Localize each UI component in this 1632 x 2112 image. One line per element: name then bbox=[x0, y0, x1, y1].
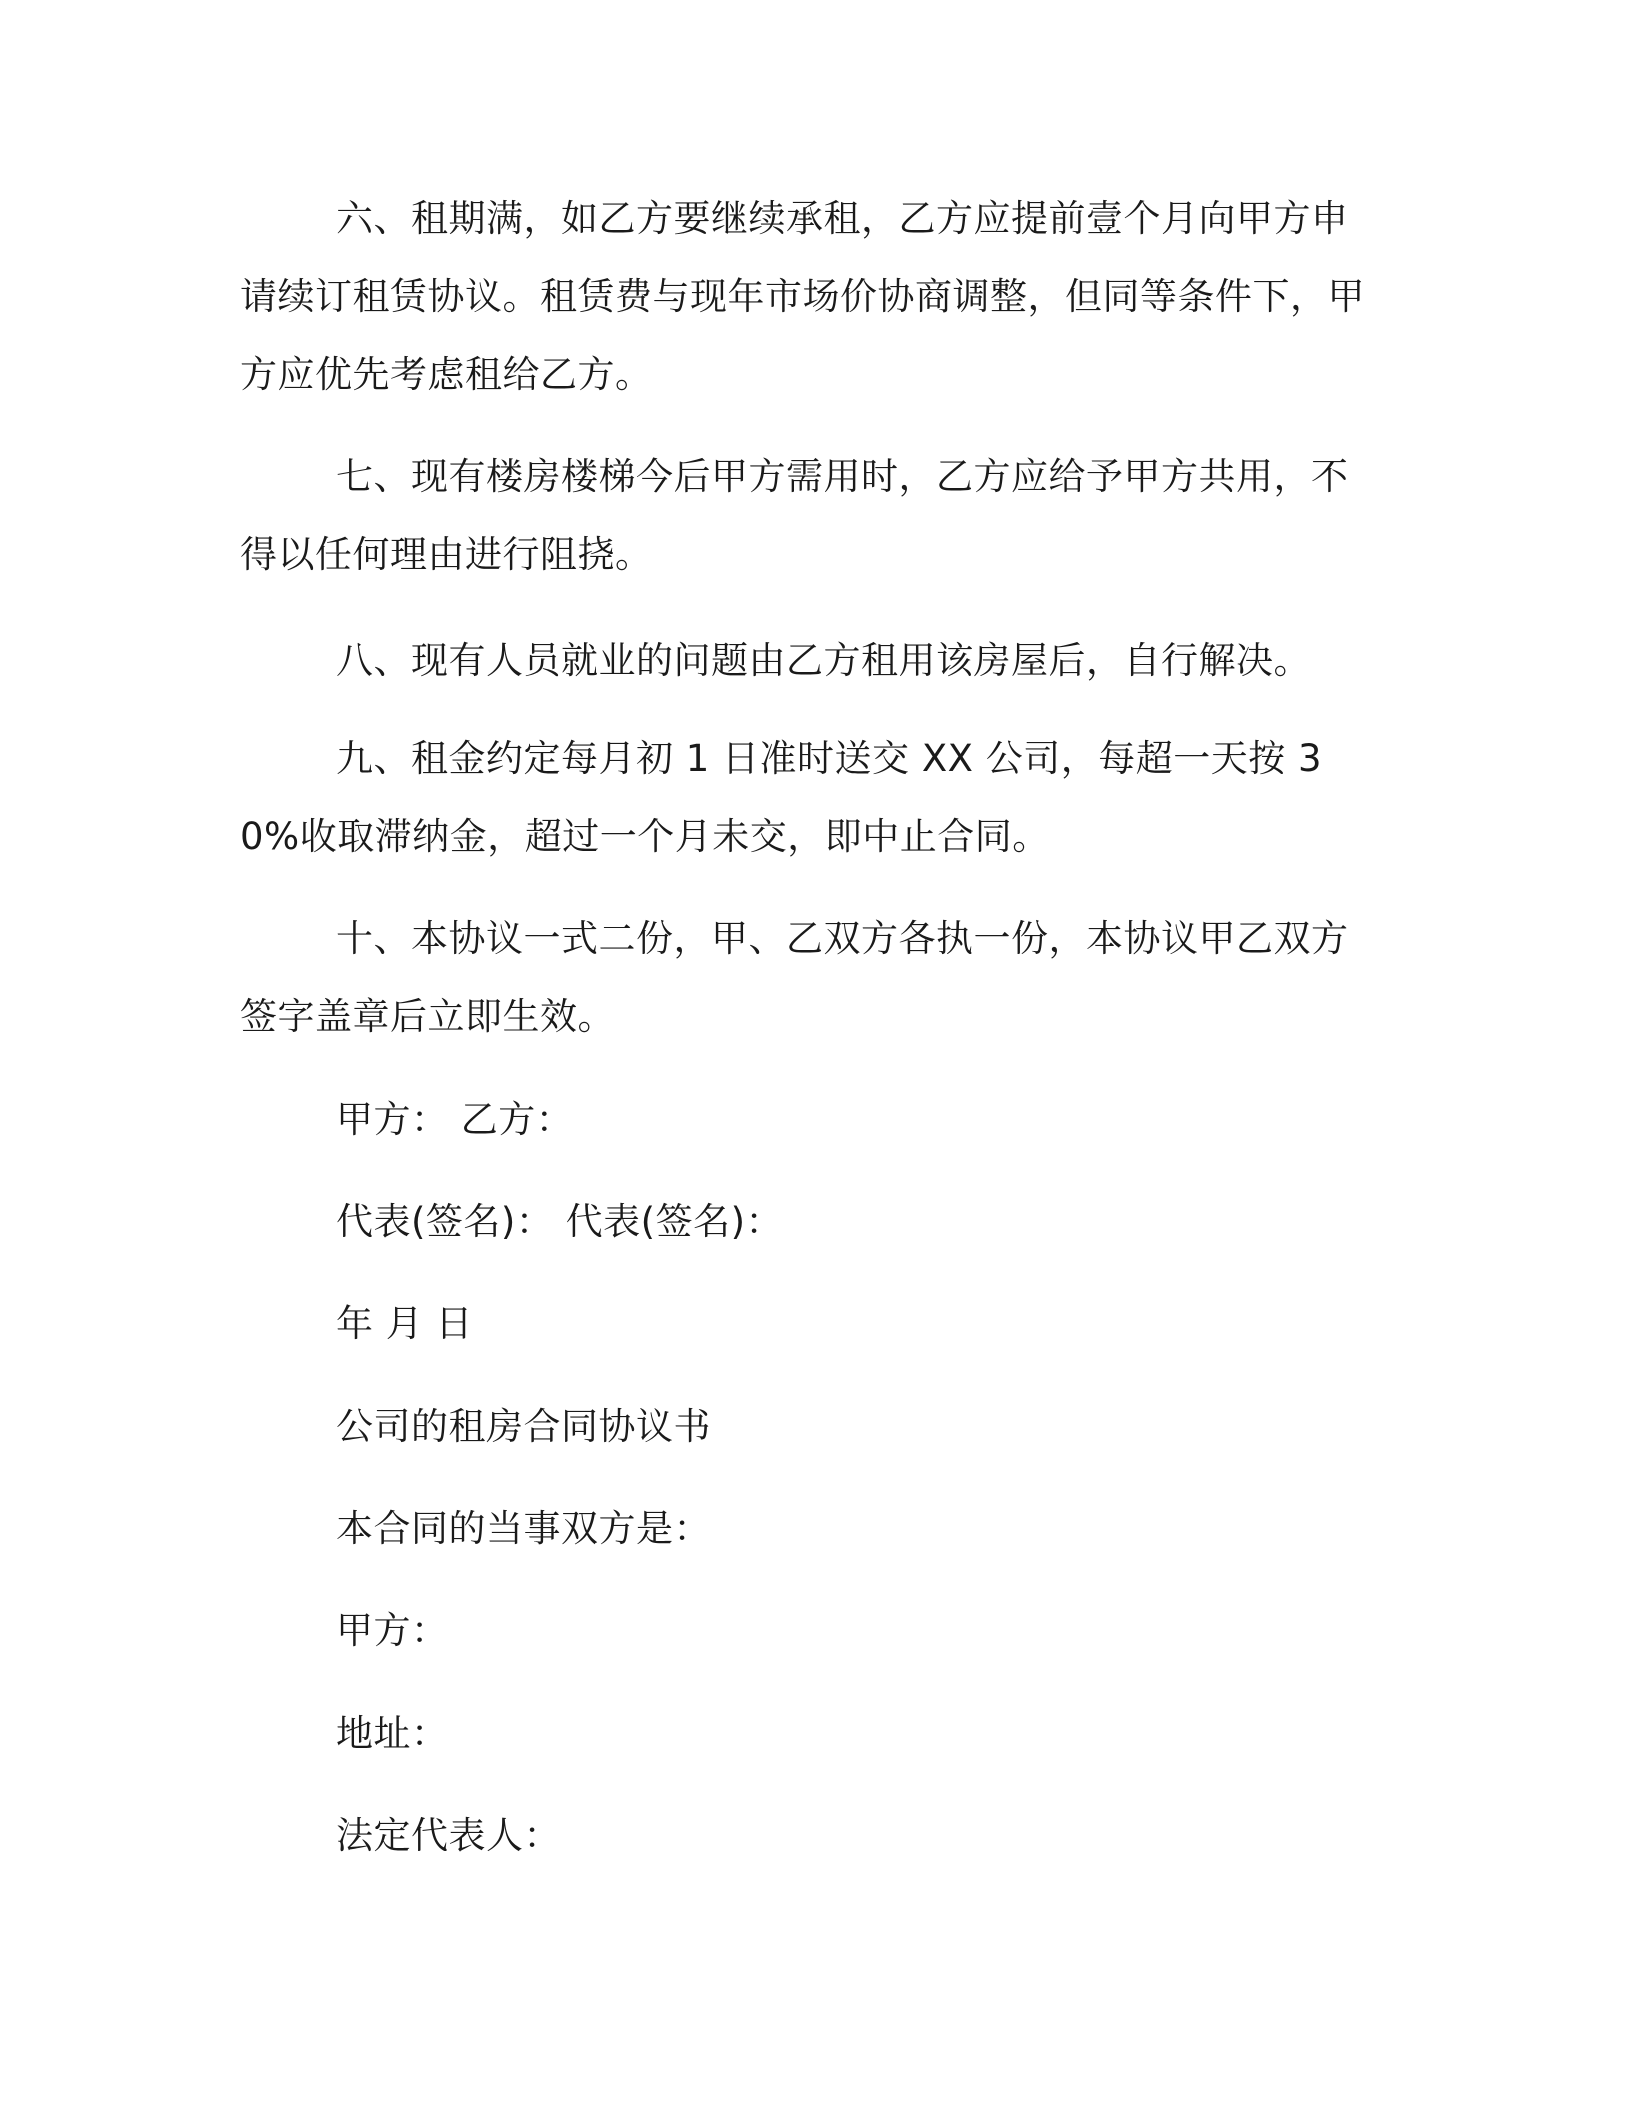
signature-representatives: 代表(签名)： 代表(签名)： bbox=[336, 1200, 784, 1243]
clause-six: 六、租期满，如乙方要继续承租，乙方应提前壹个月向甲方申请续订租赁协议。租赁费与现年市场价协商调整，但同等条件下，甲方应优先考虑租给乙方。 bbox=[240, 197, 1365, 396]
clause-ten: 十、本协议一式二份，甲、乙双方各执一份，本协议甲乙双方签字盖章后立即生效。 bbox=[240, 917, 1349, 1038]
legal-representative-label: 法定代表人： bbox=[336, 1814, 561, 1857]
next-contract-intro: 本合同的当事双方是： bbox=[336, 1507, 711, 1550]
clause-seven: 七、现有楼房楼梯今后甲方需用时，乙方应给予甲方共用，不得以任何理由进行阻挠。 bbox=[240, 455, 1349, 576]
next-contract-title: 公司的租房合同协议书 bbox=[336, 1405, 711, 1448]
signature-date: 年 月 日 bbox=[336, 1302, 474, 1345]
clause-nine: 九、租金约定每月初 1 日准时送交 XX 公司，每超一天按 30%收取滞纳金，超过一个月未交，即中止合同。 bbox=[240, 737, 1323, 858]
clause-eight: 八、现有人员就业的问题由乙方租用该房屋后，自行解决。 bbox=[336, 639, 1311, 682]
signature-parties: 甲方： 乙方： bbox=[336, 1098, 574, 1141]
party-a-label: 甲方： bbox=[336, 1609, 449, 1652]
address-label: 地址： bbox=[336, 1712, 449, 1755]
